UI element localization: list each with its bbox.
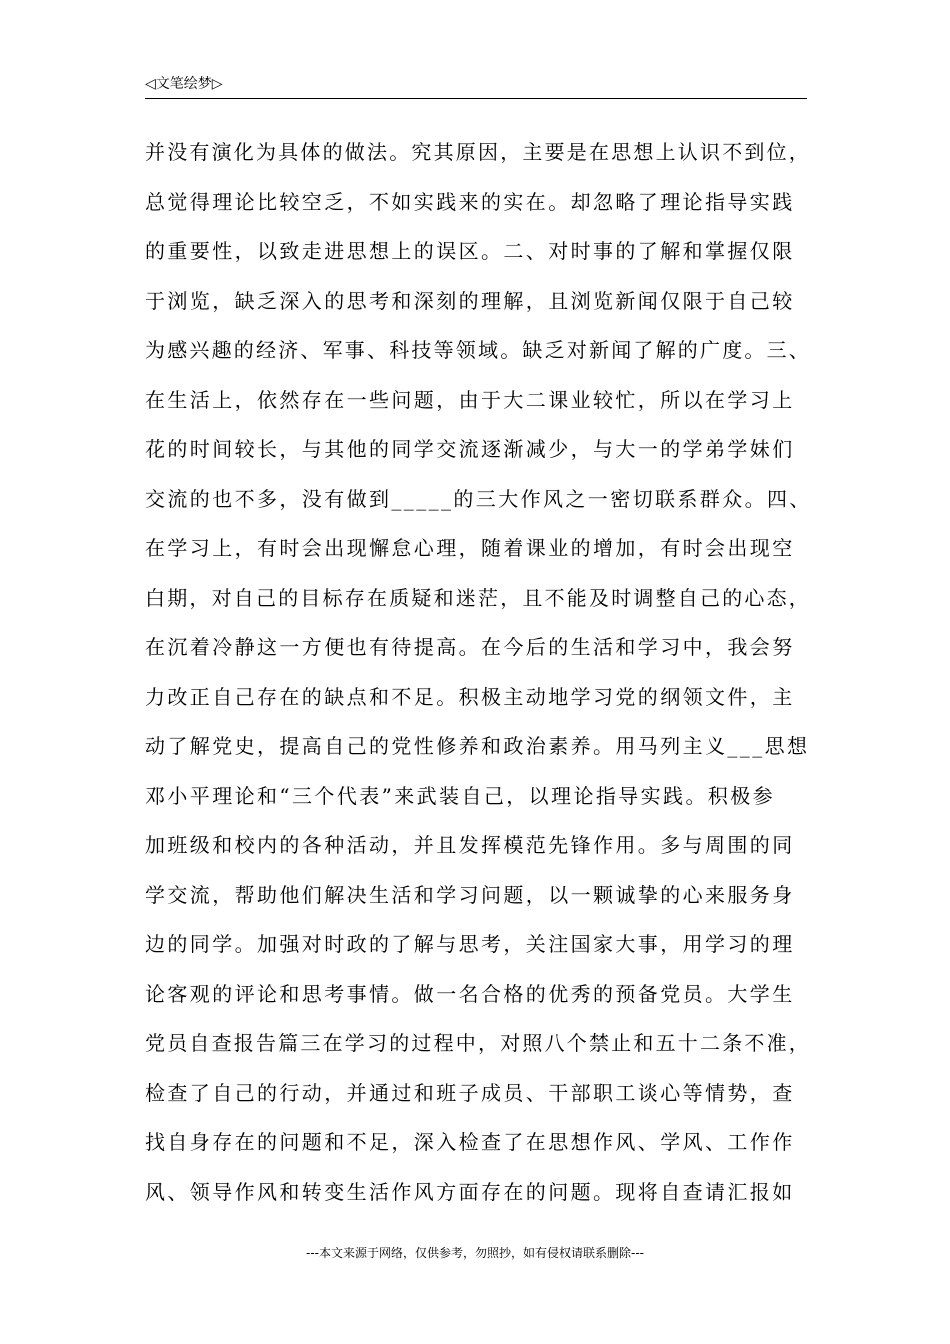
text-line: 于浏览，缺乏深入的思考和深刻的理解，且浏览新闻仅限于自己较: [145, 288, 795, 313]
text-line: 花的时间较长，与其他的同学交流逐渐减少，与大一的学弟学妹们: [145, 437, 795, 461]
text-line: 党员自查报告篇三在学习的过程中，对照八个禁止和五十二条不准，: [145, 1031, 811, 1055]
page-header: [145, 74, 807, 99]
text-line: 风、领导作风和转变生活作风方面存在的问题。现将自查请汇报如: [145, 1179, 795, 1204]
page-footer: ---本文来源于网络，仅供参考，勿照抄，如有侵权请联系删除---: [306, 1246, 644, 1260]
body-text: [145, 128, 815, 1217]
text-line: 白期，对自己的目标存在质疑和迷茫，且不能及时调整自己的心态，: [145, 585, 811, 610]
text-line: 学交流，帮助他们解决生活和学习问题，以一颗诚挚的心来服务身: [145, 882, 795, 907]
text-line: 在沉着冷静这一方便也有待提高。在今后的生活和学习中，我会努: [145, 635, 795, 659]
text-line: 论客观的评论和思考事情。做一名合格的优秀的预备党员。大学生: [145, 981, 795, 1006]
text-line: 的重要性，以致走进思想上的误区。二、对时事的了解和掌握仅限: [145, 239, 795, 263]
text-line: 并没有演化为具体的做法。究其原因，主要是在思想上认识不到位，: [145, 140, 811, 164]
text-line: 加班级和校内的各种活动，并且发挥模范先锋作用。多与周围的同: [145, 833, 795, 857]
text-line: 力改正自己存在的缺点和不足。积极主动地学习党的纲领文件，主: [145, 684, 795, 709]
header-title: ◁文笔绘梦▷: [145, 76, 223, 92]
text-line: 邓小平理论和“三个代表”来武装自己，以理论指导实践。积极参: [145, 783, 776, 808]
text-line: 交流的也不多，没有做到_____的三大作风之一密切联系群众。四、: [145, 486, 812, 511]
text-line: 为感兴趣的经济、军事、科技等领域。缺乏对新闻了解的广度。三、: [145, 338, 811, 362]
text-line: 在生活上，依然存在一些问题，由于大二课业较忙，所以在学习上: [145, 387, 795, 412]
text-line: 在学习上，有时会出现懈怠心理，随着课业的增加，有时会出现空: [145, 536, 795, 560]
text-line: 总觉得理论比较空乏，不如实践来的实在。却忽略了理论指导实践: [145, 189, 795, 214]
text-line: 动了解党史，提高自己的党性修养和政治素养。用马列主义___思想: [145, 734, 810, 758]
text-line: 检查了自己的行动，并通过和班子成员、干部职工谈心等情势，查: [145, 1080, 795, 1105]
text-line: 找自身存在的问题和不足，深入检查了在思想作风、学风、工作作: [145, 1130, 795, 1154]
text-line: 边的同学。加强对时政的了解与思考，关注国家大事，用学习的理: [145, 932, 795, 956]
